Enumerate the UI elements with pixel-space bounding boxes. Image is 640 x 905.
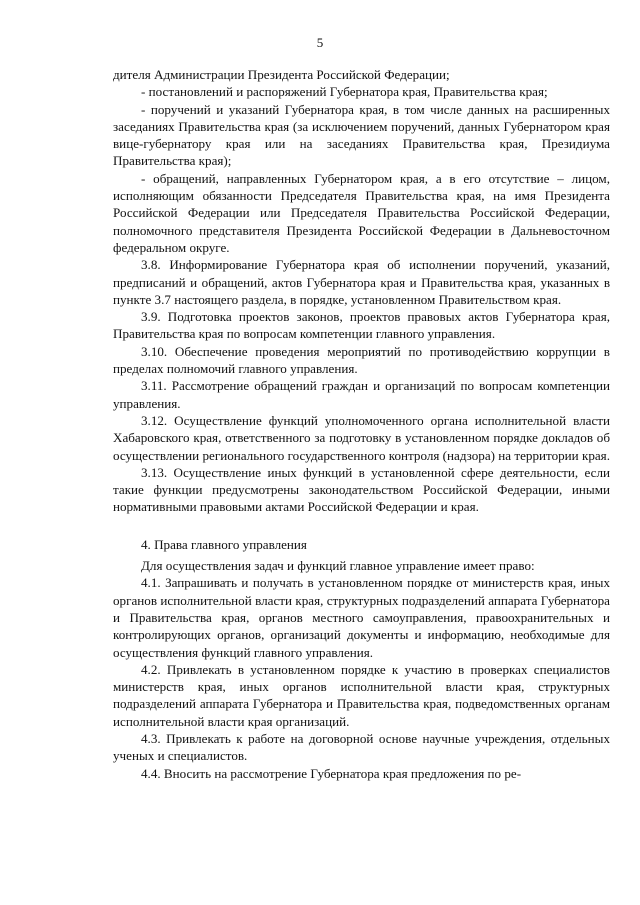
- paragraph: 3.9. Подготовка проектов законов, проектов правовых актов Губернатора края, Правительства края по вопросам компетенции главного управления.: [113, 309, 610, 342]
- page-number: 5: [316, 35, 324, 50]
- paragraph: - поручений и указаний Губернатора края, в том числе данных на расширенных заседаниях Правительства края (за исключением поручений, данных Губернатором края вице-губернатору края или на заседаниях Правительства края, Президиума Правительства края);: [113, 101, 610, 169]
- document-body: [113, 66, 610, 782]
- paragraph: 4.4. Вносить на рассмотрение Губернатора края предложения по ре-: [141, 765, 522, 781]
- paragraph: 3.10. Обеспечение проведения мероприятий по противодействию коррупции в пределах полномочий главного управления.: [113, 343, 610, 377]
- paragraph: 3.13. Осуществление иных функций в установленной сфере деятельности, если такие функции предусмотрены законодательством Российской Федерации, иными нормативными правовыми актами Российской Федерации и края.: [113, 464, 610, 515]
- paragraph: - обращений, направленных Губернатором края, а в его отсутствие – лицом, исполняющим обязанности Председателя Правительства края, на имя Президента Российской Федерации или Председателя Правительства Российской Федерации, полномочного представителя Президента Российской Федерации в Дальневосточном федеральном округе.: [113, 170, 610, 255]
- paragraph: 3.8. Информирование Губернатора края об исполнении поручений, указаний, предписаний и обращений, актов Губернатора края и Правительства края, указанных в пункте 3.7 настоящего раздела, в порядке, установленном Правительством края.: [113, 257, 610, 307]
- paragraph: 4.1. Запрашивать и получать в установленном порядке от министерств края, иных органов исполнительной власти края, структурных подразделений аппарата Губернатора и Правительства края, органов местного самоуправления, правоохранительных и контролирующих органов, организаций документы и информацию, необходимые для осуществления функций главного управления.: [113, 575, 610, 660]
- section-heading: 4. Права главного управления: [141, 536, 307, 552]
- paragraph: 4.2. Привлекать в установленном порядке к участию в проверках специалистов министерств края, иных органов исполнительной власти края, структурных подразделений аппарата Губернатора и Правительства края, подведомственных органам исполнительной власти края организаций.: [113, 661, 610, 729]
- paragraph: 3.11. Рассмотрение обращений граждан и организаций по вопросам компетенции управления.: [113, 378, 610, 411]
- paragraph: 3.12. Осуществление функций уполномоченного органа исполнительной власти Хабаровского края, ответственного за подготовку в установленном порядке докладов об осуществлении регионального государственного контроля (надзора) на территории края.: [113, 412, 610, 463]
- paragraph: Для осуществления задач и функций главное управление имеет право:: [141, 558, 535, 574]
- paragraph: 4.3. Привлекать к работе на договорной основе научные учреждения, отдельных ученых и специалистов.: [113, 730, 610, 764]
- paragraph: дителя Администрации Президента Российской Федерации;: [113, 67, 450, 82]
- paragraph: - постановлений и распоряжений Губернатора края, Правительства края;: [141, 84, 548, 100]
